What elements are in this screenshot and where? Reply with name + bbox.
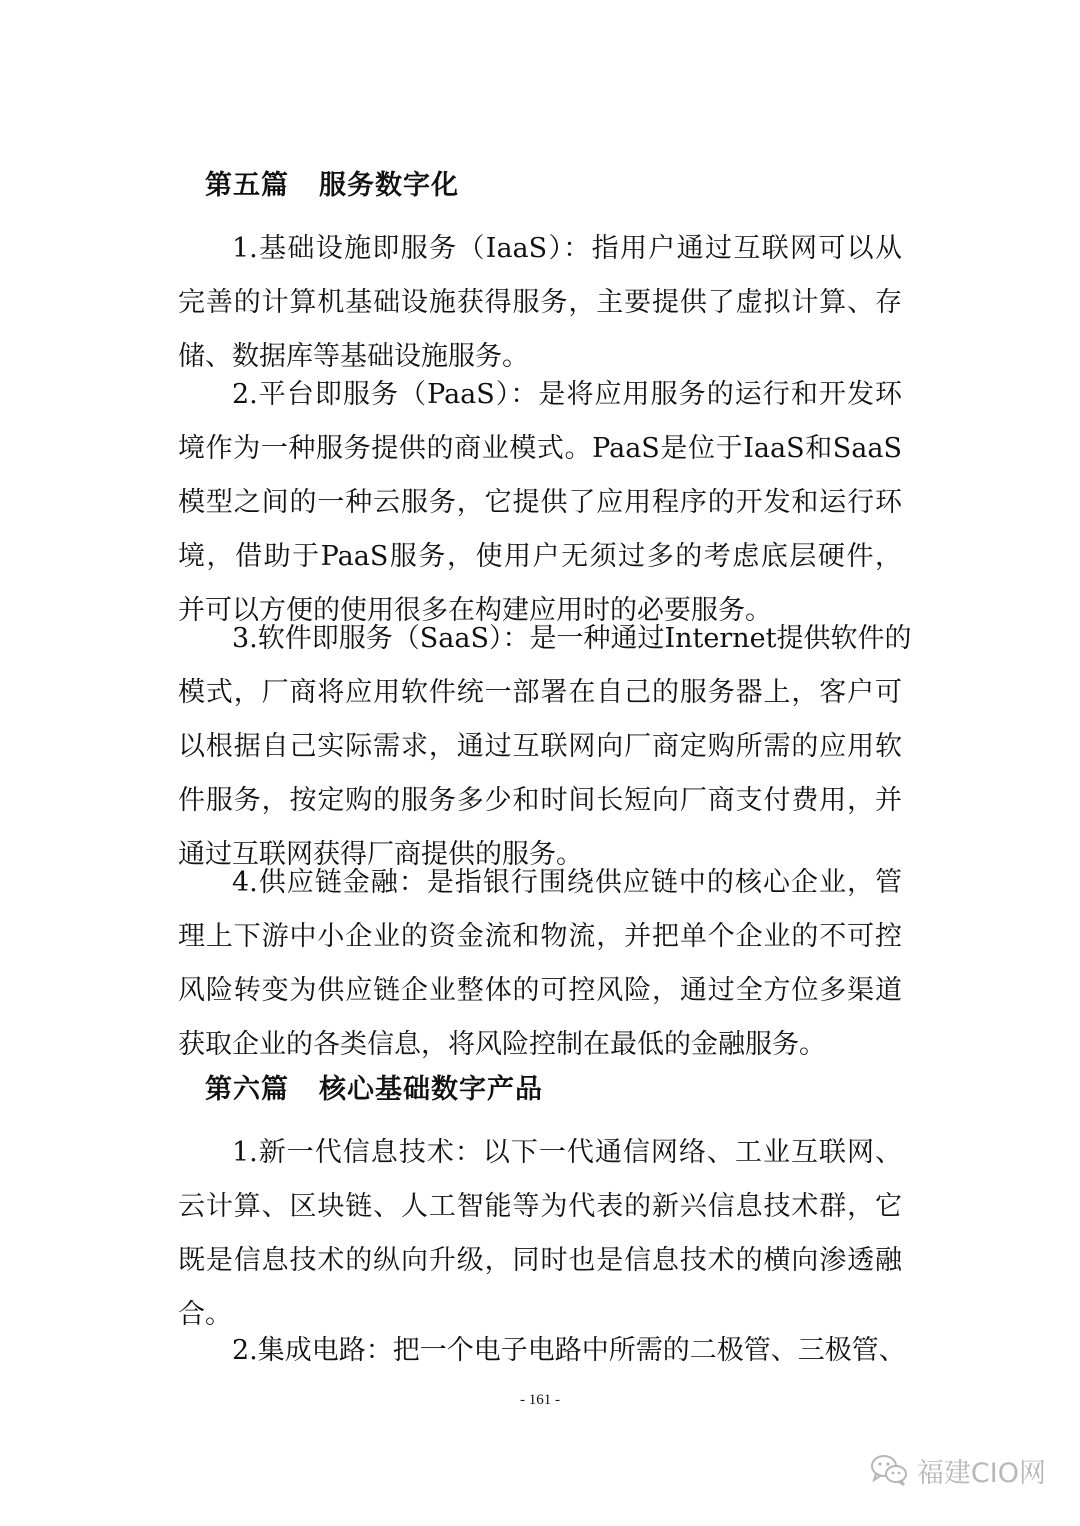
paragraph-line: 3.软件即服务（SaaS）：是一种通过Internet提供软件的 bbox=[232, 623, 912, 654]
section-title: 核心基础数字产品 bbox=[319, 1074, 543, 1105]
paragraph-line: 获取企业的各类信息，将风险控制在最低的金融服务。 bbox=[178, 1029, 826, 1060]
paragraph-line: 以根据自己实际需求，通过互联网向厂商定购所需的应用软 bbox=[178, 731, 902, 762]
paragraph-line: 模型之间的一种云服务，它提供了应用程序的开发和运行环 bbox=[178, 487, 902, 518]
paragraph-line: 合。 bbox=[178, 1299, 232, 1330]
section-number: 第六篇 bbox=[205, 1074, 289, 1105]
watermark bbox=[869, 1450, 1046, 1490]
paragraph-line: 件服务，按定购的服务多少和时间长短向厂商支付费用，并 bbox=[178, 785, 902, 816]
paragraph-line: 储、数据库等基础设施服务。 bbox=[178, 341, 529, 372]
paragraph-line: 并可以方便的使用很多在构建应用时的必要服务。 bbox=[178, 595, 772, 626]
paragraph bbox=[178, 368, 902, 638]
paragraph-line: 1.新一代信息技术：以下一代通信网络、工业互联网、 bbox=[232, 1137, 902, 1168]
paragraph bbox=[178, 222, 902, 384]
paragraph-line: 1.基础设施即服务（IaaS）：指用户通过互联网可以从 bbox=[232, 233, 902, 264]
paragraph-line: 4.供应链金融：是指银行围绕供应链中的核心企业，管 bbox=[232, 867, 902, 898]
section-title: 服务数字化 bbox=[319, 170, 459, 201]
section-number: 第五篇 bbox=[205, 170, 289, 201]
paragraph-line: 境，借助于PaaS服务，使用户无须过多的考虑底层硬件， bbox=[178, 541, 902, 572]
section-heading bbox=[205, 168, 459, 204]
paragraph-line: 云计算、区块链、人工智能等为代表的新兴信息技术群，它 bbox=[178, 1191, 902, 1222]
page-number: - 161 - bbox=[520, 1392, 560, 1408]
paragraph-line: 2.集成电路：把一个电子电路中所需的二极管、三极管、 bbox=[232, 1335, 906, 1366]
paragraph-line: 理上下游中小企业的资金流和物流，并把单个企业的不可控 bbox=[178, 921, 902, 952]
paragraph bbox=[178, 612, 912, 882]
paragraph-line: 模式，厂商将应用软件统一部署在自己的服务器上，客户可 bbox=[178, 677, 902, 708]
paragraph bbox=[178, 1324, 906, 1378]
wechat-icon bbox=[869, 1453, 909, 1487]
paragraph-line: 完善的计算机基础设施获得服务，主要提供了虚拟计算、存 bbox=[178, 287, 902, 318]
paragraph-line: 既是信息技术的纵向升级，同时也是信息技术的横向渗透融 bbox=[178, 1245, 902, 1276]
watermark-text: 福建CIO网 bbox=[916, 1457, 1046, 1489]
paragraph-line: 2.平台即服务（PaaS）：是将应用服务的运行和开发环 bbox=[232, 379, 902, 410]
paragraph-line: 通过互联网获得厂商提供的服务。 bbox=[178, 839, 583, 870]
paragraph-line: 境作为一种服务提供的商业模式。PaaS是位于IaaS和SaaS bbox=[178, 433, 902, 464]
paragraph-line: 风险转变为供应链企业整体的可控风险，通过全方位多渠道 bbox=[178, 975, 902, 1006]
paragraph bbox=[178, 1126, 902, 1342]
section-heading bbox=[205, 1072, 543, 1108]
paragraph bbox=[178, 856, 902, 1072]
